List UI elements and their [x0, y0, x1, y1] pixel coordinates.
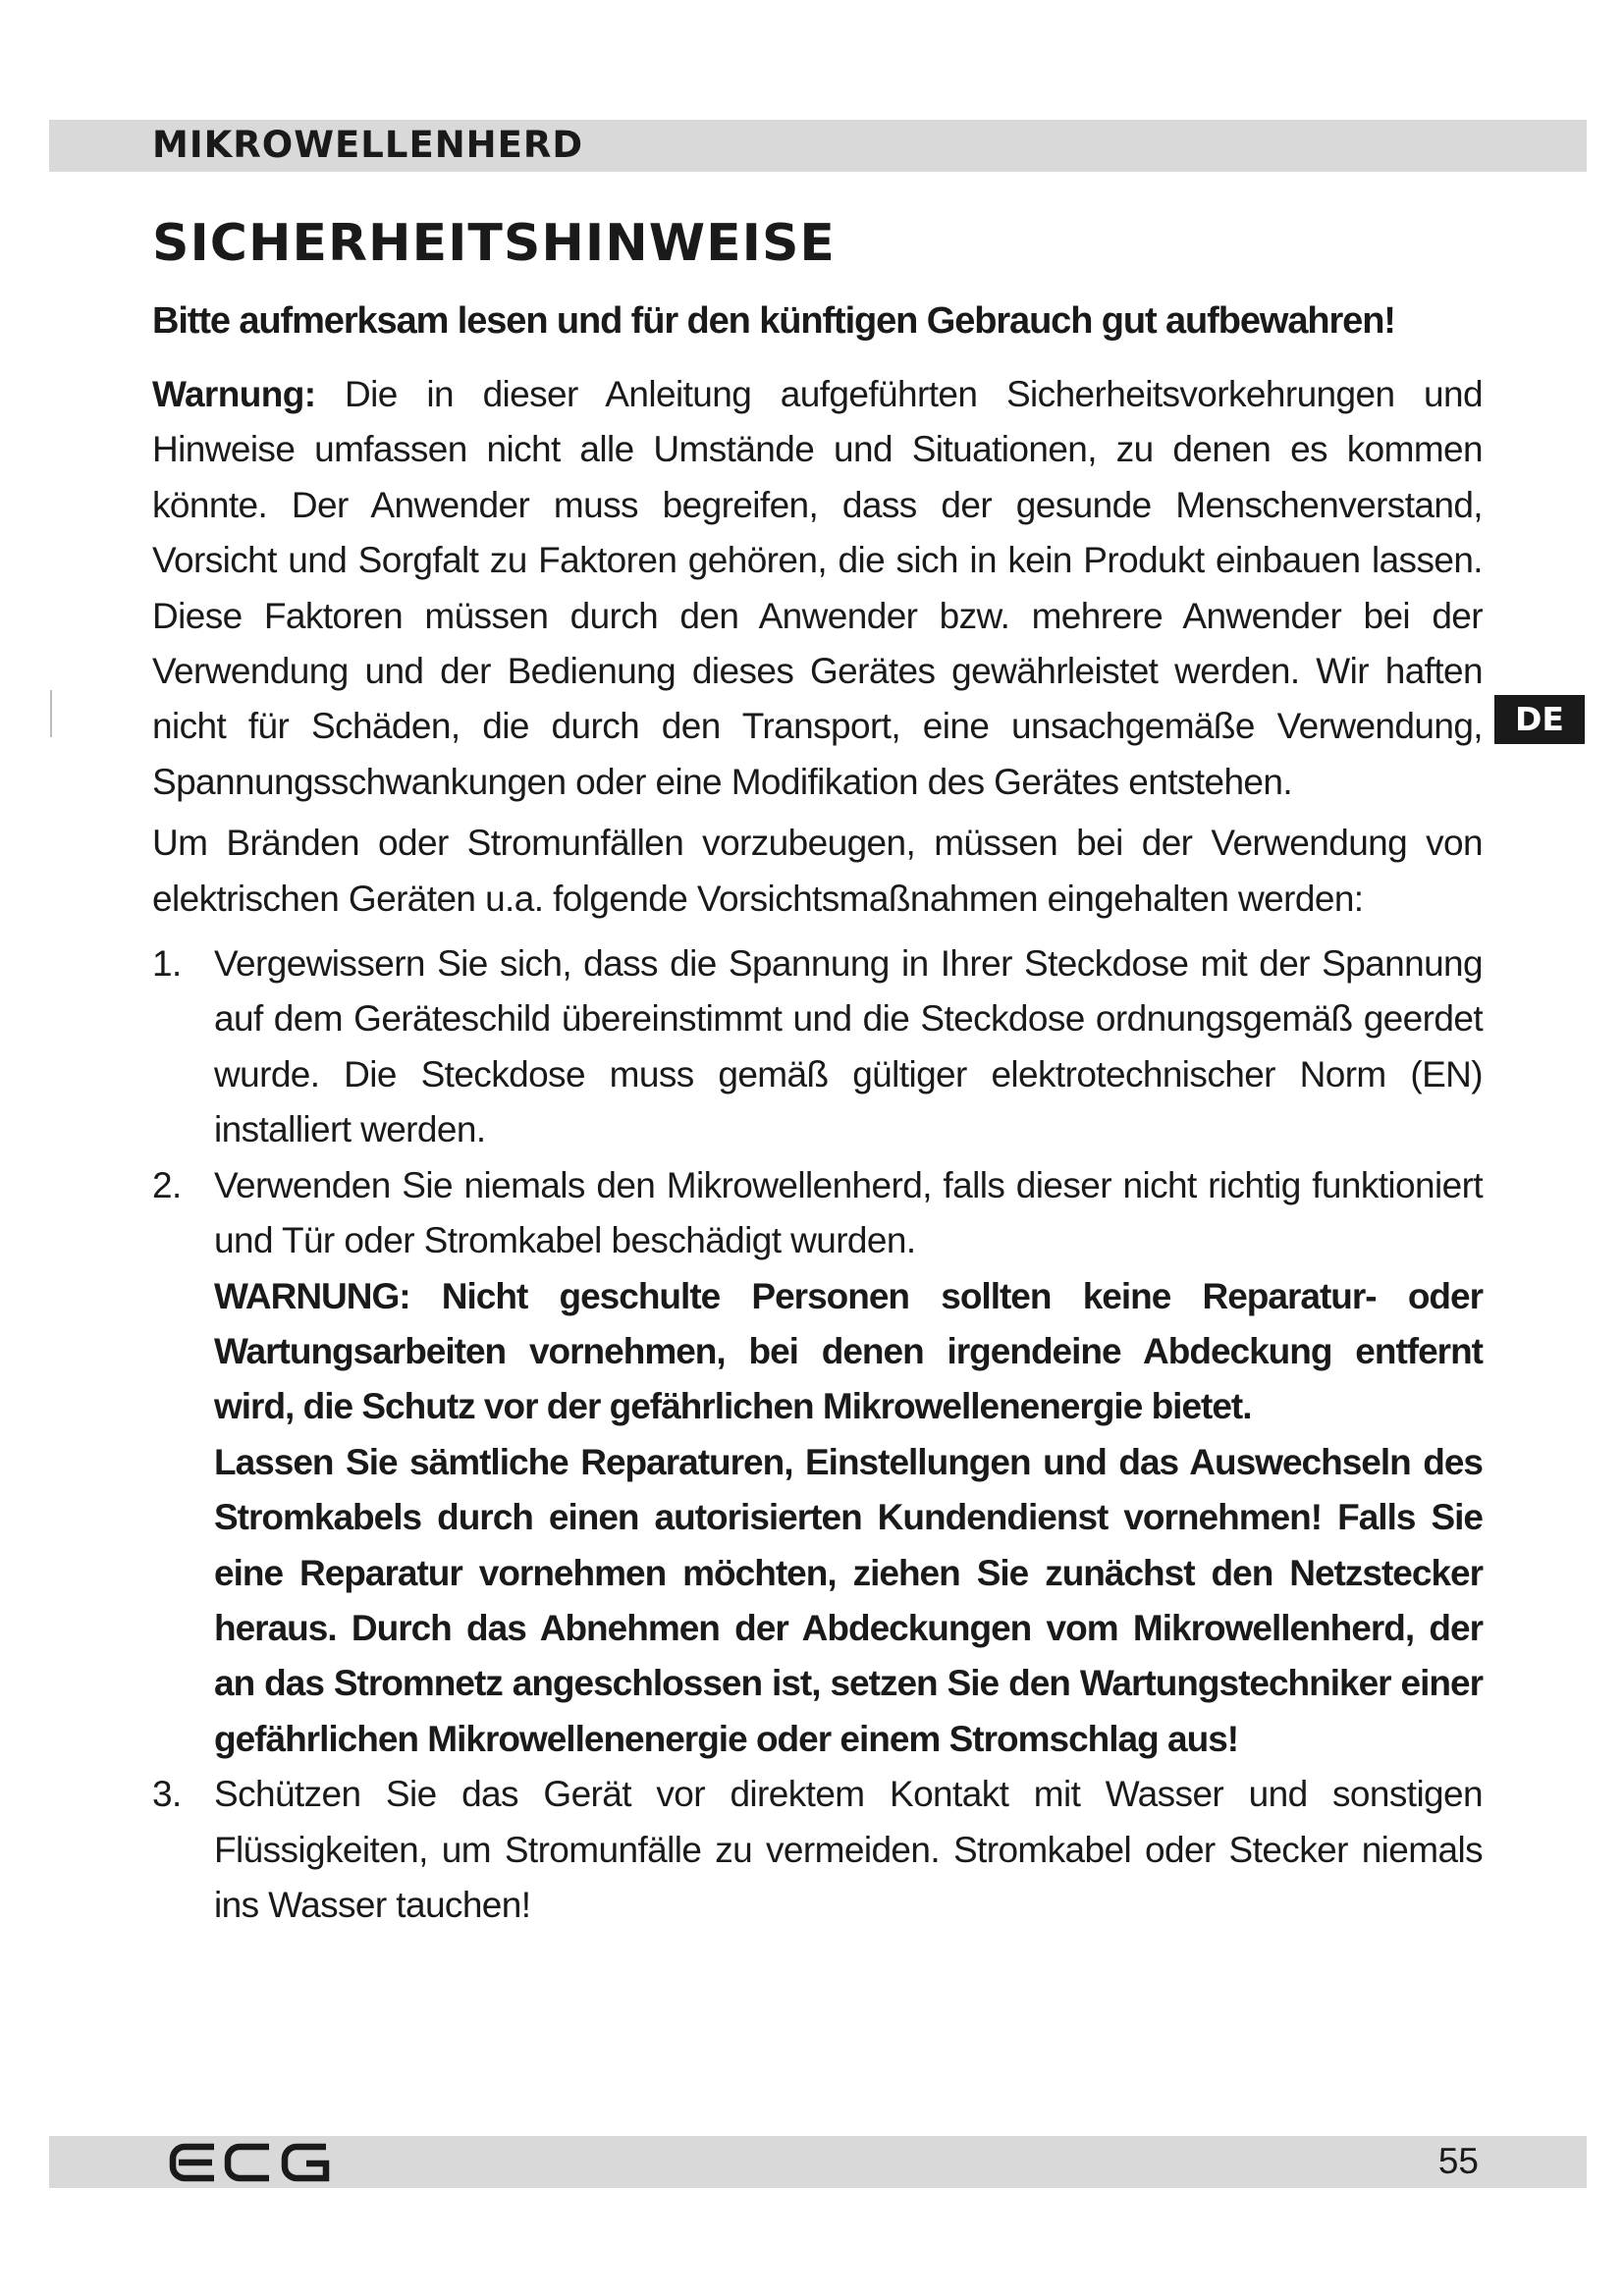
warning-label: Warnung:	[152, 374, 316, 414]
precaution-paragraph: Um Bränden oder Stromunfällen vorzubeugen, müssen bei der Verwendung von elektrischen Geräten u.a. folgende Vorsichtsmaßnahmen eingehalten werden:	[152, 823, 1483, 919]
section-title: SICHERHEITSHINWEISE	[152, 214, 836, 273]
list-item-number: 3.	[152, 1774, 182, 1815]
page-number: 55	[1437, 2141, 1479, 2181]
header-title: MIKROWELLENHERD	[152, 124, 584, 166]
repair-warning: WARNUNG: Nicht geschulte Personen sollten keine Reparatur- oder Wartungsarbeiten vornehmen, bei denen irgendeine Abdeckung entfernt wird, die Schutz vor der gefährlichen Mikrowellenenergie bietet.	[214, 1275, 1483, 1427]
list-item-text: Schützen Sie das Gerät vor direktem Kontakt mit Wasser und sonstigen Flüssigkeiten, um Stromunfälle zu vermeiden. Stromkabel oder Stecker niemals ins Wasser tauchen!	[214, 1774, 1483, 1925]
list-item	[152, 936, 1483, 1158]
language-tab: DE	[1494, 695, 1585, 744]
list-item-text: Vergewissern Sie sich, dass die Spannung in Ihrer Steckdose mit der Spannung auf dem Geräteschild übereinstimmt und die Steckdose ordnungsgemäß geerdet wurde. Die Steckdose muss gemäß gültiger elektrotechnischer Norm (EN) installiert werden.	[214, 943, 1483, 1150]
list-item	[152, 1158, 1483, 1767]
body-text	[152, 367, 1483, 1933]
service-warning: Lassen Sie sämtliche Reparaturen, Einstellungen und das Auswechseln des Stromkabels durch einen autorisierten Kundendienst vornehmen! Falls Sie eine Reparatur vornehmen möchten, ziehen Sie zunächst den Netzstecker heraus. Durch das Abnehmen der Abdeckungen vom Mikrowellenherd, der an das Stromnetz angeschlossen ist, setzen Sie den Wartungstechniker einer gefährlichen Mikrowellenenergie oder einem Stromschlag aus!	[214, 1441, 1483, 1759]
warning-text: Die in dieser Anleitung aufgeführten Sicherheitsvorkehrungen und Hinweise umfassen nicht alle Umstände und Situationen, zu denen es kommen könnte. Der Anwender muss begreifen, dass der gesunde Menschenverstand, Vorsicht und Sorgfalt zu Faktoren gehören, die sich in kein Produkt einbauen lassen. Diese Faktoren müssen durch den Anwender bzw. mehrere Anwender bei der Verwendung und der Bedienung dieses Gerätes gewährleistet werden. Wir haften nicht für Schäden, die durch den Transport, eine unsachgemäße Verwendung, Spannungsschwankungen oder eine Modifikation des Gerätes entstehen.	[152, 374, 1483, 802]
safety-list	[152, 936, 1483, 1933]
intro-warning-paragraph	[152, 367, 1483, 810]
section-subtitle: Bitte aufmerksam lesen und für den künftigen Gebrauch gut aufbewahren!	[152, 300, 1395, 342]
list-item-number: 2.	[152, 1164, 182, 1205]
list-item-text: Verwenden Sie niemals den Mikrowellenherd, falls dieser nicht richtig funktioniert und Tür oder Stromkabel beschädigt wurden.	[214, 1164, 1483, 1261]
list-item-number: 1.	[152, 943, 182, 985]
ecg-logo	[169, 2143, 334, 2182]
margin-tick	[50, 690, 52, 737]
list-item	[152, 1767, 1483, 1933]
